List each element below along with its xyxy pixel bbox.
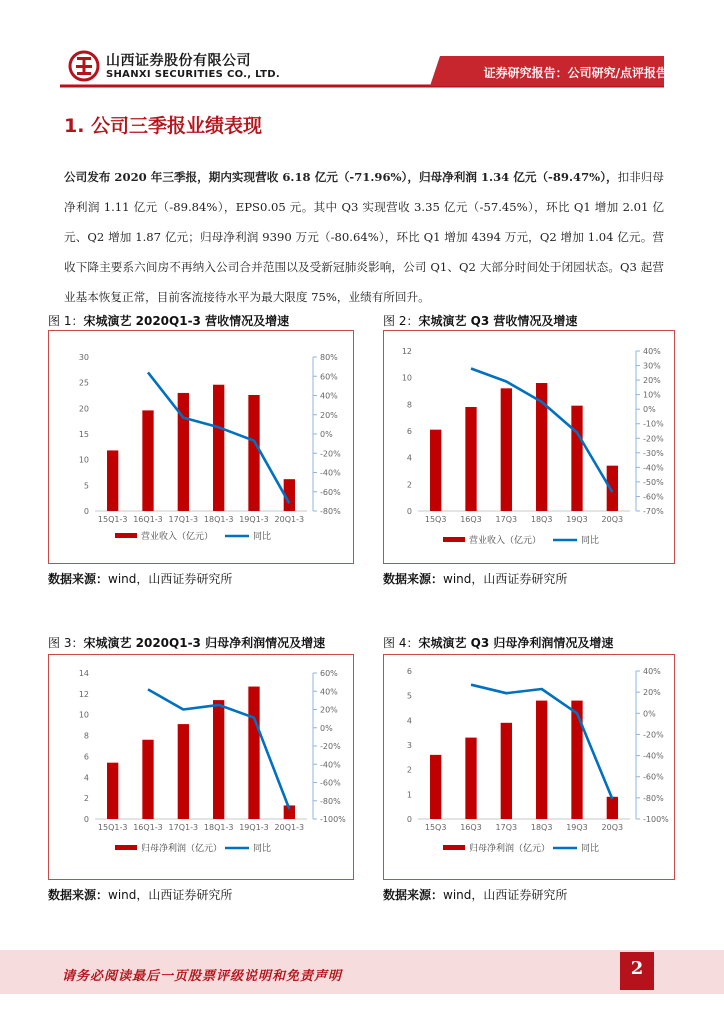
chart-2-left-tick: 6: [406, 427, 412, 436]
chart-2-bar: [465, 407, 476, 511]
figure-3-source: [48, 886, 232, 903]
chart-4-left-tick: 1: [406, 790, 412, 800]
figure-2-title-text: 宋城演艺 Q3 营收情况及增速: [418, 314, 578, 328]
figure-2-num: 图 2：: [383, 314, 419, 328]
chart-1-left-tick: 10: [78, 455, 89, 465]
chart-3-right-tick: -60%: [320, 778, 341, 788]
chart-3-right-tick: 0%: [320, 723, 333, 733]
chart-3-category-label: 20Q1-3: [274, 823, 305, 832]
chart-2-right-tick: -40%: [643, 463, 664, 473]
chart-1-right-tick: 60%: [320, 372, 338, 382]
figure-4-frame: [383, 654, 675, 880]
chart-2-bar: [501, 388, 512, 511]
figure-1-title: [48, 312, 289, 329]
chart-3-bar: [107, 763, 118, 819]
chart-1-legend-bar-swatch: [115, 533, 137, 538]
figure-3-source-label: 数据来源：: [48, 888, 109, 902]
figure-4-title-text: 宋城演艺 Q3 归母净利润情况及增速: [418, 636, 614, 650]
figure-1-source-text: wind，山西证券研究所: [108, 572, 233, 586]
section-title: 1. 公司三季报业绩表现: [64, 115, 263, 137]
chart-2-category-label: 19Q3: [566, 515, 588, 524]
chart-4-left-tick: 5: [406, 691, 412, 701]
chart-3-left-tick: 4: [83, 773, 89, 783]
figure-4-source-label: 数据来源：: [383, 888, 444, 902]
figure-2-chart: [384, 331, 674, 563]
chart-4-left-tick: 4: [406, 716, 412, 726]
summary-rest: 扣非归母净利润 1.11 亿元（-89.84%），EPS0.05 元。其中 Q3 实现营收 3.35 亿元（-57.45%），环比 Q1 增加 2.01 亿元、Q2 增加 1.87 亿元；归母净利润 9390 万元（-80.64%），环比 Q1 增加 4394 万元，Q2 增加 1.04 亿元。营收下降主要系六间房不再纳入公司合并范围以及受新冠肺炎影响，公司 Q1、Q2 大部分时间处于闭园状态。Q3 起营业基本恢复正常，目前客流接待水平为最大限度 75%，业绩有所回升。: [64, 170, 664, 304]
figure-1-num: 图 1：: [48, 314, 84, 328]
figure-2-source-label: 数据来源：: [383, 572, 444, 586]
chart-2-left-tick: 10: [401, 373, 412, 383]
chart-4-legend-line-label: 同比: [581, 844, 600, 854]
chart-1-category-label: 17Q1-3: [168, 515, 199, 524]
chart-1-left-tick: 15: [78, 430, 89, 439]
chart-4-category-label: 19Q3: [566, 823, 588, 832]
chart-2-category-label: 17Q3: [495, 515, 518, 524]
chart-2-legend-bar-label: 营业收入（亿元）: [469, 536, 542, 546]
chart-4-bar: [465, 738, 476, 819]
chart-3-category-label: 17Q1-3: [168, 823, 199, 832]
figure-2-title: [383, 312, 577, 329]
figure-3-title-text: 宋城演艺 2020Q1-3 归母净利润情况及增速: [83, 636, 326, 650]
chart-2-right-tick: 10%: [643, 390, 661, 400]
chart-2-bar: [571, 406, 582, 511]
chart-3-bar: [142, 740, 153, 819]
chart-2-bar: [430, 430, 441, 511]
chart-3-right-tick: -40%: [320, 760, 341, 770]
summary-lead: 公司发布 2020 年三季报，期内实现营收 6.18 亿元（-71.96%），归母净利润 1.34 亿元（-89.47%），: [64, 170, 618, 184]
chart-4-category-label: 18Q3: [530, 823, 553, 832]
chart-3-legend-bar-swatch: [115, 845, 137, 850]
chart-1-right-tick: -60%: [320, 487, 341, 497]
chart-4-right-tick: -40%: [643, 751, 664, 761]
figure-3-chart: [49, 655, 353, 879]
chart-2-legend-line-label: 同比: [581, 536, 600, 546]
chart-2-category-label: 15Q3: [424, 515, 447, 524]
chart-3-left-tick: 0: [83, 815, 89, 824]
summary-paragraph: [64, 162, 664, 312]
company-name-en: SHANXI SECURITIES CO., LTD.: [106, 69, 280, 80]
figure-4-source: [383, 886, 567, 903]
chart-1-category-label: 18Q1-3: [203, 515, 234, 524]
chart-4-category-label: 20Q3: [601, 823, 624, 832]
chart-4-bar: [607, 797, 618, 819]
chart-2-right-tick: -10%: [643, 419, 664, 429]
chart-3-left-tick: 2: [83, 794, 89, 804]
chart-2-left-tick: 12: [401, 347, 412, 356]
chart-4-bar: [536, 701, 547, 819]
chart-4-right-tick: -100%: [643, 815, 669, 824]
chart-3-category-label: 16Q1-3: [133, 823, 163, 832]
chart-4-left-tick: 0: [406, 815, 412, 824]
chart-2-right-tick: 20%: [643, 376, 661, 386]
chart-3-legend-bar-label: 归母净利润（亿元）: [141, 844, 223, 854]
figure-2-source-text: wind，山西证券研究所: [443, 572, 568, 586]
chart-2-left-tick: 4: [406, 453, 412, 463]
chart-1-bar: [142, 410, 153, 511]
chart-1-right-tick: -20%: [320, 449, 341, 459]
chart-4-right-tick: -80%: [643, 793, 664, 803]
figure-4-num: 图 4：: [383, 636, 419, 650]
chart-4-right-tick: 20%: [643, 688, 661, 698]
figure-1-source: [48, 570, 232, 587]
chart-1-legend-line-label: 同比: [253, 532, 272, 542]
chart-2-right-tick: -70%: [643, 507, 664, 516]
chart-4-right-tick: 0%: [643, 709, 656, 719]
chart-1-right-tick: -40%: [320, 468, 341, 478]
chart-3-category-label: 18Q1-3: [203, 823, 234, 832]
chart-3-left-tick: 8: [83, 731, 89, 741]
chart-3-right-tick: 20%: [320, 705, 338, 715]
chart-4-bar: [501, 723, 512, 819]
chart-1-left-tick: 5: [83, 481, 89, 491]
chart-1-bar: [213, 385, 224, 511]
chart-1-right-tick: 0%: [320, 430, 333, 439]
chart-3-bar: [248, 687, 259, 819]
chart-1-legend-bar-label: 营业收入（亿元）: [141, 532, 214, 542]
chart-4-bar: [430, 755, 441, 819]
chart-4-bar: [571, 701, 582, 819]
chart-2-category-label: 16Q3: [460, 515, 482, 524]
figure-3-num: 图 3：: [48, 636, 84, 650]
chart-1-right-tick: 40%: [320, 391, 338, 401]
chart-4-category-label: 16Q3: [460, 823, 482, 832]
chart-2-left-tick: 8: [406, 400, 412, 410]
chart-2-category-label: 20Q3: [601, 515, 624, 524]
figure-4-source-text: wind，山西证券研究所: [443, 888, 568, 902]
chart-1-left-tick: 25: [78, 378, 89, 388]
chart-3-left-tick: 6: [83, 752, 89, 762]
chart-1-left-tick: 0: [83, 507, 89, 516]
chart-4-category-label: 17Q3: [495, 823, 518, 832]
chart-3-category-label: 19Q1-3: [239, 823, 269, 832]
chart-1-category-label: 15Q1-3: [97, 515, 128, 524]
chart-3-right-tick: -20%: [320, 742, 341, 751]
figure-3-source-text: wind，山西证券研究所: [108, 888, 233, 902]
chart-4-legend-bar-label: 归母净利润（亿元）: [469, 844, 551, 854]
company-name-cn: 山西证券股份有限公司: [106, 53, 251, 69]
chart-3-right-tick: -80%: [320, 796, 341, 806]
figure-2-frame: [383, 330, 675, 564]
chart-4-left-tick: 3: [406, 741, 412, 750]
chart-1-right-tick: 80%: [320, 353, 338, 362]
chart-2-legend-bar-swatch: [443, 537, 465, 542]
chart-3-category-label: 15Q1-3: [97, 823, 128, 832]
chart-2-right-tick: -50%: [643, 477, 664, 487]
chart-1-left-tick: 30: [78, 353, 89, 362]
chart-2-left-tick: 0: [406, 507, 412, 516]
figure-2-source: [383, 570, 567, 587]
chart-1-category-label: 19Q1-3: [239, 515, 269, 524]
chart-4-right-tick: -20%: [643, 730, 664, 740]
chart-1-right-tick: -80%: [320, 507, 341, 516]
chart-1-category-label: 20Q1-3: [274, 515, 305, 524]
figure-4-chart: [384, 655, 674, 879]
figure-1-chart: [49, 331, 353, 563]
shanxi-securities-logo-icon: [68, 50, 100, 82]
chart-2-category-label: 18Q3: [530, 515, 553, 524]
chart-2-right-tick: -30%: [643, 448, 664, 458]
report-type-label: 证券研究报告：公司研究/点评报告: [483, 66, 668, 80]
chart-3-left-tick: 10: [78, 710, 89, 720]
chart-2-left-tick: 2: [406, 480, 412, 490]
chart-3-left-tick: 14: [78, 669, 89, 678]
page-number: 2: [630, 958, 644, 979]
chart-1-left-tick: 20: [78, 404, 89, 414]
figure-1-frame: [48, 330, 354, 564]
chart-3-bar: [213, 700, 224, 819]
chart-3-bar: [178, 724, 189, 819]
chart-1-category-label: 16Q1-3: [133, 515, 163, 524]
chart-4-left-tick: 6: [406, 667, 412, 676]
figure-1-title-text: 宋城演艺 2020Q1-3 营收情况及增速: [83, 314, 290, 328]
chart-1-bar: [248, 395, 259, 511]
chart-1-bar: [107, 450, 118, 511]
chart-2-right-tick: 0%: [643, 405, 656, 415]
chart-3-right-tick: 60%: [320, 669, 338, 678]
chart-4-right-tick: 40%: [643, 667, 661, 676]
chart-2-right-tick: -20%: [643, 434, 664, 444]
chart-4-right-tick: -60%: [643, 772, 664, 782]
chart-4-left-tick: 2: [406, 765, 412, 775]
chart-2-right-tick: -60%: [643, 492, 664, 502]
figure-1-source-label: 数据来源：: [48, 572, 109, 586]
figure-3-title: [48, 634, 325, 651]
disclaimer-notice: 请务必阅读最后一页股票评级说明和免责声明: [62, 969, 343, 984]
chart-2-bar: [607, 466, 618, 511]
chart-3-legend-line-label: 同比: [253, 844, 272, 854]
chart-1-right-tick: 20%: [320, 410, 338, 420]
chart-4-legend-bar-swatch: [443, 845, 465, 850]
figure-4-title: [383, 634, 613, 651]
chart-2-right-tick: 30%: [643, 361, 661, 371]
chart-3-left-tick: 12: [78, 689, 89, 699]
chart-3-right-tick: -100%: [320, 815, 346, 824]
chart-2-right-tick: 40%: [643, 347, 661, 356]
chart-4-category-label: 15Q3: [424, 823, 447, 832]
chart-3-right-tick: 40%: [320, 687, 338, 697]
figure-3-frame: [48, 654, 354, 880]
